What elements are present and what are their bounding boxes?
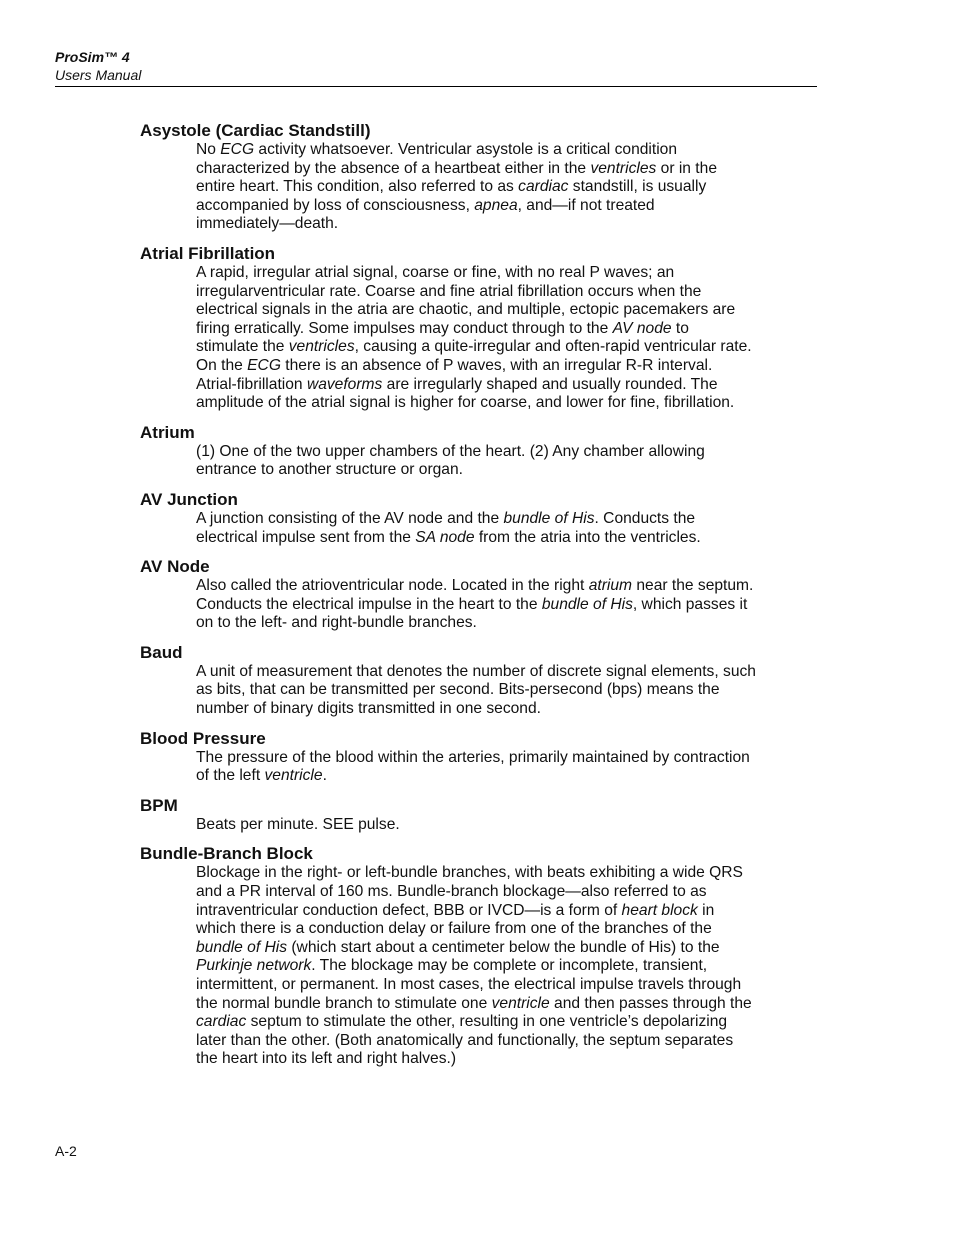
- page-number: A-2: [55, 1143, 77, 1159]
- text-run: A rapid, irregular atrial signal, coarse or fine, with no real P waves; an: [196, 263, 675, 281]
- italic-term: ventricle: [491, 994, 550, 1012]
- glossary-entry: [140, 557, 820, 633]
- definition-line: [196, 883, 818, 902]
- glossary-term: Bundle-Branch Block: [140, 844, 313, 864]
- glossary-term: Asystole (Cardiac Standstill): [140, 121, 371, 140]
- text-run: intermittent, or permanent. In most cases, the electrical impulse travels through: [196, 976, 742, 993]
- glossary-definition: [196, 510, 818, 547]
- text-run: The pressure of the blood within the arteries, primarily maintained by contraction: [196, 748, 750, 766]
- definition-line: [196, 1032, 818, 1051]
- definition-line: [196, 394, 818, 413]
- italic-term: bundle of His: [503, 509, 595, 527]
- definition-line: [196, 141, 818, 160]
- text-run: and then passes through the: [549, 994, 752, 1012]
- text-run: irregularventricular rate. Coarse and fine atrial fibrillation occurs when the: [196, 282, 702, 300]
- definition-line: [196, 663, 818, 682]
- text-run: as bits, that can be transmitted per second. Bits-persecond (bps) means the: [196, 681, 720, 699]
- definition-line: [196, 939, 818, 958]
- definition-line: [196, 215, 818, 234]
- text-run: or in the: [656, 159, 717, 177]
- header-divider: [55, 86, 817, 87]
- text-run: immediately—death.: [196, 215, 339, 233]
- definition-line: [196, 197, 818, 216]
- text-run: A unit of measurement that denotes the number of discrete signal elements, such: [196, 662, 756, 680]
- text-run: stimulate the: [196, 338, 289, 356]
- italic-term: heart block: [621, 901, 698, 919]
- text-run: and a PR interval of 160 ms. Bundle-branch blockage—also referred to as: [196, 883, 707, 901]
- text-run: No: [196, 141, 221, 158]
- text-run: to: [671, 319, 689, 337]
- text-run: Beats per minute. SEE pulse.: [196, 815, 400, 833]
- text-run: the heart into its left and right halves.): [196, 1050, 457, 1068]
- italic-term: AV node: [612, 319, 672, 337]
- definition-line: [196, 957, 818, 976]
- glossary-definition: [196, 141, 818, 234]
- definition-line: [196, 700, 818, 719]
- text-run: , causing a quite-irregular and often-rapid ventricular rate.: [354, 338, 752, 356]
- text-run: Blockage in the right- or left-bundle branches, with beats exhibiting a wide QRS: [196, 864, 743, 882]
- definition-line: [196, 596, 818, 615]
- definition-line: [196, 1050, 818, 1069]
- text-run: . Conducts the: [594, 509, 696, 527]
- glossary-entry: [140, 490, 820, 547]
- text-run: electrical signals in the atria are chaotic, and multiple, ectopic pacemakers are: [196, 301, 736, 319]
- definition-line: [196, 376, 818, 395]
- text-run: there is an absence of P waves, with an irregular R-R interval.: [280, 356, 713, 374]
- definition-line: [196, 767, 818, 786]
- text-run: On the: [196, 356, 248, 374]
- text-run: which there is a conduction delay or failure from one of the branches of the: [196, 920, 712, 938]
- text-run: Also called the atrioventricular node. Located in the right: [196, 577, 589, 595]
- text-run: firing erratically. Some impulses may conduct through to the: [196, 319, 613, 337]
- italic-term: apnea: [474, 196, 518, 214]
- glossary-definition: [196, 864, 818, 1069]
- text-run: accompanied by loss of consciousness,: [196, 196, 475, 214]
- text-run: activity whatsoever. Ventricular asystole is a critical condition: [254, 141, 678, 158]
- text-run: . The blockage may be complete or incomplete, transient,: [311, 957, 708, 975]
- text-run: .: [322, 767, 327, 785]
- definition-line: [196, 264, 818, 283]
- definition-line: [196, 920, 818, 939]
- italic-term: ventricle: [264, 767, 323, 785]
- glossary-entry: [140, 796, 820, 835]
- definition-line: [196, 816, 818, 835]
- italic-term: ventricles: [288, 338, 355, 356]
- definition-line: [196, 510, 818, 529]
- glossary-term: AV Junction: [140, 489, 238, 509]
- definition-line: [196, 320, 818, 339]
- glossary-entry: [140, 121, 820, 234]
- text-run: near the septum.: [632, 577, 754, 595]
- italic-term: ECG: [247, 356, 281, 374]
- text-run: , and—if not treated: [517, 196, 655, 214]
- glossary-definition: [196, 816, 818, 835]
- glossary-term: Atrium: [140, 422, 195, 442]
- italic-term: waveforms: [306, 375, 383, 393]
- italic-term: cardiac: [196, 1013, 247, 1031]
- definition-line: [196, 976, 818, 995]
- text-run: later than the other. (Both anatomically and functionally, the septum separates: [196, 1031, 734, 1049]
- text-run: number of binary digits transmitted in one second.: [196, 700, 541, 718]
- glossary-definition: [196, 749, 818, 786]
- definition-line: [196, 749, 818, 768]
- glossary-definition: [196, 443, 818, 480]
- italic-term: atrium: [588, 577, 633, 595]
- definition-line: [196, 614, 818, 633]
- glossary-definition: [196, 663, 818, 719]
- text-run: septum to stimulate the other, resulting in one ventricle’s depolarizing: [246, 1013, 728, 1031]
- italic-term: bundle of His: [541, 595, 633, 613]
- italic-term: cardiac: [518, 178, 569, 196]
- text-run: are irregularly shaped and usually rounded. The: [382, 375, 718, 393]
- definition-line: [196, 864, 818, 883]
- glossary-entry: [140, 729, 820, 786]
- italic-term: ECG: [220, 141, 255, 158]
- text-run: on to the left- and right-bundle branches.: [196, 614, 477, 632]
- definition-line: [196, 1013, 818, 1032]
- header-manual-title: Users Manual: [55, 67, 142, 83]
- text-run: electrical impulse sent from the: [196, 528, 416, 546]
- definition-line: [196, 902, 818, 921]
- text-run: (1) One of the two upper chambers of the heart. (2) Any chamber allowing: [196, 442, 705, 460]
- glossary-term: Blood Pressure: [140, 728, 266, 748]
- running-header: [55, 48, 816, 84]
- text-run: entire heart. This condition, also referred to as: [196, 178, 519, 196]
- text-run: , which passes it: [632, 595, 748, 613]
- glossary-term: BPM: [140, 795, 178, 815]
- italic-term: bundle of His: [196, 938, 288, 956]
- italic-term: Purkinje network: [196, 957, 312, 975]
- definition-line: [196, 338, 818, 357]
- text-run: (which start about a centimeter below the bundle of His) to the: [287, 938, 720, 956]
- text-run: amplitude of the atrial signal is higher for coarse, and lower for fine, fibrillation.: [196, 394, 735, 412]
- glossary-entry: [140, 643, 820, 719]
- text-run: characterized by the absence of a heartbeat either in the: [196, 159, 591, 177]
- definition-line: [196, 178, 818, 197]
- text-run: intraventricular conduction defect, BBB or IVCD—is a form of: [196, 901, 622, 919]
- glossary-entry: [140, 423, 820, 480]
- text-run: Conducts the electrical impulse in the heart to the: [196, 595, 542, 613]
- glossary-term: Baud: [140, 642, 183, 662]
- definition-line: [196, 995, 818, 1014]
- text-run: standstill, is usually: [568, 178, 707, 196]
- text-run: entrance to another structure or organ.: [196, 461, 463, 479]
- definition-line: [196, 301, 818, 320]
- glossary-term: Atrial Fibrillation: [140, 243, 276, 263]
- glossary-list: [140, 121, 820, 1079]
- glossary-definition: [196, 264, 818, 413]
- glossary-term: AV Node: [140, 557, 210, 577]
- definition-line: [196, 681, 818, 700]
- text-run: from the atria into the ventricles.: [474, 528, 701, 546]
- header-product-title: ProSim™ 4: [55, 49, 130, 65]
- italic-term: SA node: [415, 528, 475, 546]
- glossary-entry: [140, 244, 820, 413]
- text-run: in: [697, 901, 715, 919]
- definition-line: [196, 529, 818, 548]
- text-run: A junction consisting of the AV node and the: [196, 509, 504, 527]
- definition-line: [196, 461, 818, 480]
- glossary-definition: [196, 577, 818, 633]
- glossary-entry: [140, 844, 820, 1069]
- definition-line: [196, 160, 818, 179]
- text-run: the normal bundle branch to stimulate one: [196, 994, 492, 1012]
- definition-line: [196, 443, 818, 462]
- text-run: Atrial-fibrillation: [196, 375, 307, 393]
- text-run: of the left: [196, 767, 265, 785]
- definition-line: [196, 577, 818, 596]
- definition-line: [196, 357, 818, 376]
- italic-term: ventricles: [590, 159, 657, 177]
- definition-line: [196, 283, 818, 302]
